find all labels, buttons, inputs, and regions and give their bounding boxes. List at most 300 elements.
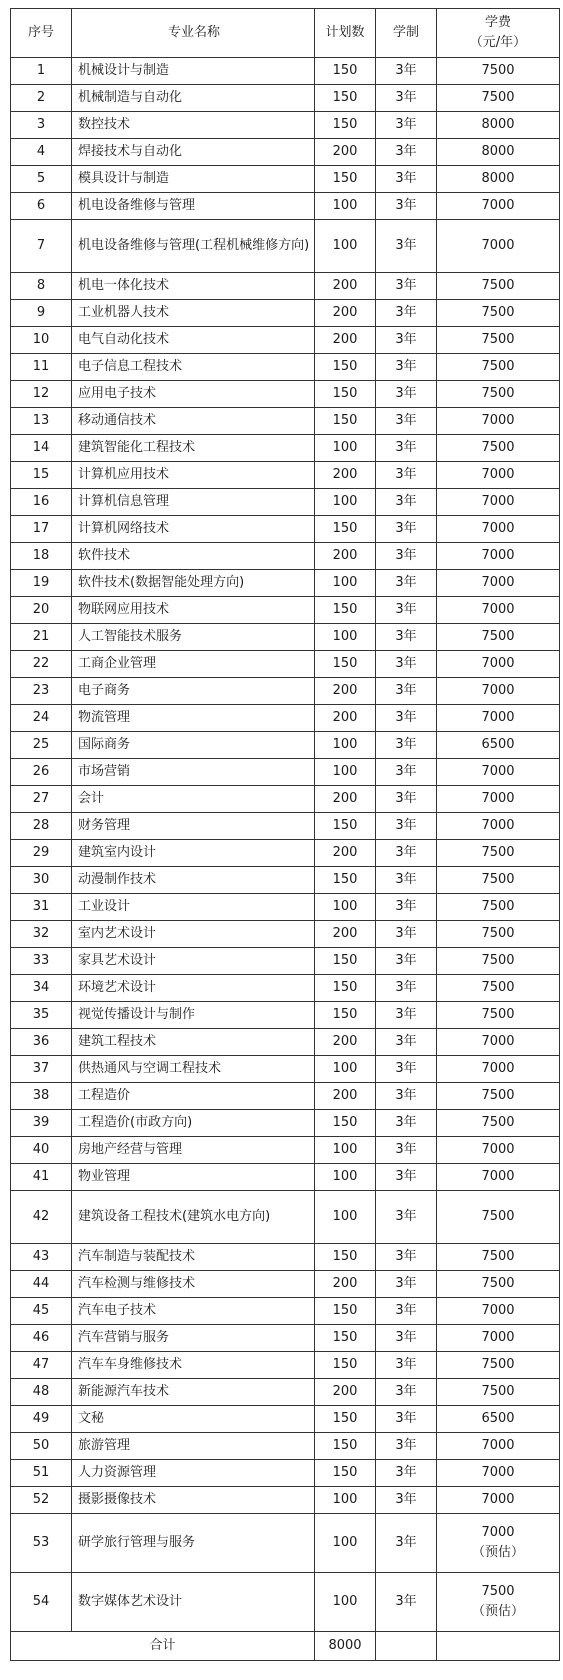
row-index: 31 [11, 894, 72, 921]
table-body [11, 58, 560, 1632]
row-index: 45 [11, 1298, 72, 1325]
row-index: 37 [11, 1056, 72, 1083]
row-duration: 3年 [376, 1244, 437, 1271]
row-index: 41 [11, 1164, 72, 1191]
row-fee [437, 813, 560, 840]
row-fee [437, 1083, 560, 1110]
row-major-name: 物流管理 [72, 705, 315, 732]
row-fee-value: 7000 [481, 764, 515, 779]
table-row [11, 624, 560, 651]
row-index: 47 [11, 1352, 72, 1379]
row-fee-value: 7500 [481, 1115, 515, 1130]
row-index: 49 [11, 1406, 72, 1433]
row-major-name: 汽车营销与服务 [72, 1325, 315, 1352]
row-duration: 3年 [376, 1191, 437, 1244]
row-major-name: 电子商务 [72, 678, 315, 705]
row-duration: 3年 [376, 786, 437, 813]
row-duration: 3年 [376, 1325, 437, 1352]
row-major-name: 人工智能技术服务 [72, 624, 315, 651]
row-duration: 3年 [376, 840, 437, 867]
row-major-name: 计算机信息管理 [72, 489, 315, 516]
row-plan-count: 100 [315, 1487, 376, 1514]
row-fee-value: 7000 [481, 413, 515, 428]
row-index: 3 [11, 112, 72, 139]
row-fee-value: 7000 [481, 1303, 515, 1318]
table-row [11, 705, 560, 732]
table-row [11, 678, 560, 705]
row-duration: 3年 [376, 1029, 437, 1056]
row-plan-count: 200 [315, 462, 376, 489]
row-major-name: 建筑设备工程技术(建筑水电方向) [72, 1191, 315, 1244]
row-duration: 3年 [376, 273, 437, 300]
table-row [11, 894, 560, 921]
row-index: 2 [11, 85, 72, 112]
row-major-name: 房地产经营与管理 [72, 1137, 315, 1164]
row-plan-count: 150 [315, 813, 376, 840]
row-fee-value: 7000 [481, 1034, 515, 1049]
row-fee-value: 7000 [481, 548, 515, 563]
table-row [11, 1029, 560, 1056]
row-index: 39 [11, 1110, 72, 1137]
row-plan-count: 100 [315, 193, 376, 220]
row-major-name: 电子信息工程技术 [72, 354, 315, 381]
row-major-name: 文秘 [72, 1406, 315, 1433]
row-index: 25 [11, 732, 72, 759]
row-duration: 3年 [376, 1406, 437, 1433]
row-major-name: 数控技术 [72, 112, 315, 139]
row-index: 21 [11, 624, 72, 651]
row-fee-value: 7500 [481, 305, 515, 320]
table-row [11, 58, 560, 85]
row-fee-value: 7000 [481, 198, 515, 213]
row-fee [437, 462, 560, 489]
row-plan-count: 100 [315, 1056, 376, 1083]
row-fee [437, 651, 560, 678]
row-major-name: 工程造价 [72, 1083, 315, 1110]
table-row [11, 1164, 560, 1191]
row-fee [437, 1056, 560, 1083]
row-major-name: 工业机器人技术 [72, 300, 315, 327]
row-fee [437, 1110, 560, 1137]
row-major-name: 计算机网络技术 [72, 516, 315, 543]
row-index: 5 [11, 166, 72, 193]
row-duration: 3年 [376, 1514, 437, 1573]
total-label: 合计 [11, 1632, 315, 1661]
row-index: 1 [11, 58, 72, 85]
enrollment-plan-table [10, 8, 560, 1661]
row-duration: 3年 [376, 1002, 437, 1029]
row-duration: 3年 [376, 139, 437, 166]
row-fee [437, 1325, 560, 1352]
row-major-name: 软件技术 [72, 543, 315, 570]
row-fee-value: 7000 [481, 1142, 515, 1157]
enrollment-plan-table-container [10, 8, 560, 1661]
row-plan-count: 100 [315, 759, 376, 786]
table-row [11, 1573, 560, 1632]
table-row [11, 867, 560, 894]
row-fee [437, 139, 560, 166]
row-fee-value: 7000 [481, 238, 515, 253]
row-duration: 3年 [376, 354, 437, 381]
row-duration: 3年 [376, 894, 437, 921]
table-row [11, 354, 560, 381]
row-major-name: 汽车检测与维修技术 [72, 1271, 315, 1298]
table-row [11, 381, 560, 408]
row-fee [437, 273, 560, 300]
row-fee-note: （预估） [471, 1545, 524, 1560]
table-row [11, 273, 560, 300]
row-index: 20 [11, 597, 72, 624]
table-row [11, 462, 560, 489]
row-major-name: 财务管理 [72, 813, 315, 840]
row-fee-value: 7000 [481, 1492, 515, 1507]
row-plan-count: 200 [315, 1379, 376, 1406]
row-major-name: 汽车车身维修技术 [72, 1352, 315, 1379]
row-fee-value: 7000 [481, 1169, 515, 1184]
row-index: 6 [11, 193, 72, 220]
row-duration: 3年 [376, 327, 437, 354]
row-duration: 3年 [376, 705, 437, 732]
row-duration: 3年 [376, 570, 437, 597]
row-fee [437, 381, 560, 408]
row-duration: 3年 [376, 435, 437, 462]
row-index: 51 [11, 1460, 72, 1487]
row-index: 18 [11, 543, 72, 570]
row-major-name: 市场营销 [72, 759, 315, 786]
row-index: 43 [11, 1244, 72, 1271]
row-duration: 3年 [376, 516, 437, 543]
row-major-name: 机电一体化技术 [72, 273, 315, 300]
row-fee [437, 408, 560, 435]
row-plan-count: 200 [315, 543, 376, 570]
row-fee-value: 7000 [481, 1330, 515, 1345]
table-header-row [11, 9, 560, 58]
row-fee [437, 1487, 560, 1514]
row-index: 36 [11, 1029, 72, 1056]
row-plan-count: 150 [315, 975, 376, 1002]
row-major-name: 应用电子技术 [72, 381, 315, 408]
table-row [11, 1487, 560, 1514]
row-fee [437, 354, 560, 381]
row-fee-value: 7500 [481, 1584, 515, 1599]
row-major-name: 机械设计与制造 [72, 58, 315, 85]
row-major-name: 研学旅行管理与服务 [72, 1514, 315, 1573]
row-plan-count: 150 [315, 651, 376, 678]
row-fee [437, 840, 560, 867]
row-index: 33 [11, 948, 72, 975]
row-major-name: 人力资源管理 [72, 1460, 315, 1487]
row-duration: 3年 [376, 1056, 437, 1083]
row-plan-count: 150 [315, 1002, 376, 1029]
table-row [11, 489, 560, 516]
row-plan-count: 150 [315, 381, 376, 408]
row-plan-count: 150 [315, 1244, 376, 1271]
row-major-name: 视觉传播设计与制作 [72, 1002, 315, 1029]
row-fee-value: 7500 [481, 278, 515, 293]
table-row [11, 597, 560, 624]
row-index: 27 [11, 786, 72, 813]
row-major-name: 摄影摄像技术 [72, 1487, 315, 1514]
row-plan-count: 150 [315, 948, 376, 975]
table-row [11, 1325, 560, 1352]
row-plan-count: 150 [315, 85, 376, 112]
row-fee [437, 975, 560, 1002]
table-row [11, 1110, 560, 1137]
row-index: 7 [11, 220, 72, 273]
row-fee [437, 732, 560, 759]
row-plan-count: 200 [315, 786, 376, 813]
row-plan-count: 200 [315, 840, 376, 867]
row-fee [437, 435, 560, 462]
row-duration: 3年 [376, 543, 437, 570]
row-fee-value: 7000 [481, 1525, 515, 1540]
row-plan-count: 200 [315, 705, 376, 732]
table-row [11, 1298, 560, 1325]
row-major-name: 汽车制造与装配技术 [72, 1244, 315, 1271]
table-total-row [11, 1632, 560, 1661]
row-plan-count: 100 [315, 732, 376, 759]
row-index: 10 [11, 327, 72, 354]
row-fee [437, 570, 560, 597]
row-plan-count: 100 [315, 894, 376, 921]
row-fee-value: 7500 [481, 953, 515, 968]
table-row [11, 1083, 560, 1110]
row-duration: 3年 [376, 58, 437, 85]
row-fee [437, 516, 560, 543]
table-row [11, 570, 560, 597]
row-major-name: 物业管理 [72, 1164, 315, 1191]
row-fee [437, 327, 560, 354]
row-plan-count: 150 [315, 354, 376, 381]
row-fee-value: 8000 [481, 144, 515, 159]
row-fee-value: 7000 [481, 818, 515, 833]
row-fee [437, 624, 560, 651]
row-major-name: 机电设备维修与管理 [72, 193, 315, 220]
row-fee [437, 1406, 560, 1433]
row-duration: 3年 [376, 1487, 437, 1514]
row-duration: 3年 [376, 1110, 437, 1137]
row-duration: 3年 [376, 867, 437, 894]
row-duration: 3年 [376, 597, 437, 624]
row-fee-value: 7000 [481, 791, 515, 806]
row-fee [437, 921, 560, 948]
row-plan-count: 100 [315, 435, 376, 462]
row-fee-value: 7500 [481, 1209, 515, 1224]
row-fee [437, 543, 560, 570]
row-fee-value: 7500 [481, 90, 515, 105]
table-row [11, 1056, 560, 1083]
row-fee [437, 1191, 560, 1244]
row-major-name: 工商企业管理 [72, 651, 315, 678]
row-index: 50 [11, 1433, 72, 1460]
row-fee [437, 58, 560, 85]
row-index: 23 [11, 678, 72, 705]
row-index: 42 [11, 1191, 72, 1244]
row-plan-count: 150 [315, 408, 376, 435]
row-duration: 3年 [376, 1137, 437, 1164]
row-duration: 3年 [376, 813, 437, 840]
table-row [11, 166, 560, 193]
row-major-name: 机械制造与自动化 [72, 85, 315, 112]
row-fee-value: 7500 [481, 1007, 515, 1022]
row-fee [437, 166, 560, 193]
table-row [11, 1352, 560, 1379]
row-index: 14 [11, 435, 72, 462]
row-plan-count: 150 [315, 1110, 376, 1137]
row-fee-value: 7500 [481, 1249, 515, 1264]
table-row [11, 300, 560, 327]
header-index: 序号 [11, 9, 72, 58]
row-duration: 3年 [376, 408, 437, 435]
row-major-name: 工程造价(市政方向) [72, 1110, 315, 1137]
row-plan-count: 100 [315, 1514, 376, 1573]
table-row [11, 651, 560, 678]
row-index: 54 [11, 1573, 72, 1632]
table-row [11, 1137, 560, 1164]
row-fee-value: 7000 [481, 1061, 515, 1076]
row-plan-count: 150 [315, 58, 376, 85]
row-fee [437, 1244, 560, 1271]
row-index: 15 [11, 462, 72, 489]
row-duration: 3年 [376, 112, 437, 139]
row-index: 16 [11, 489, 72, 516]
row-plan-count: 200 [315, 1083, 376, 1110]
row-duration: 3年 [376, 759, 437, 786]
row-fee-value: 6500 [481, 1411, 515, 1426]
row-plan-count: 100 [315, 570, 376, 597]
row-fee-value: 7500 [481, 899, 515, 914]
row-fee-value: 7500 [481, 1384, 515, 1399]
row-fee [437, 1164, 560, 1191]
row-fee [437, 759, 560, 786]
row-major-name: 会计 [72, 786, 315, 813]
row-fee-value: 7500 [481, 1088, 515, 1103]
row-major-name: 国际商务 [72, 732, 315, 759]
row-major-name: 供热通风与空调工程技术 [72, 1056, 315, 1083]
row-fee-value: 7500 [481, 332, 515, 347]
row-duration: 3年 [376, 300, 437, 327]
row-major-name: 移动通信技术 [72, 408, 315, 435]
row-fee [437, 220, 560, 273]
table-row [11, 220, 560, 273]
row-fee [437, 948, 560, 975]
row-fee [437, 1514, 560, 1573]
table-row [11, 840, 560, 867]
table-row [11, 543, 560, 570]
row-major-name: 旅游管理 [72, 1433, 315, 1460]
row-plan-count: 100 [315, 624, 376, 651]
row-duration: 3年 [376, 1573, 437, 1632]
row-duration: 3年 [376, 651, 437, 678]
row-fee-value: 7000 [481, 467, 515, 482]
row-plan-count: 150 [315, 1298, 376, 1325]
row-fee [437, 1460, 560, 1487]
row-major-name: 家具艺术设计 [72, 948, 315, 975]
row-plan-count: 150 [315, 516, 376, 543]
row-duration: 3年 [376, 624, 437, 651]
row-plan-count: 150 [315, 1325, 376, 1352]
row-plan-count: 150 [315, 1406, 376, 1433]
row-fee-value: 7000 [481, 656, 515, 671]
table-row [11, 1460, 560, 1487]
header-fee-line2: （元/年） [469, 35, 527, 50]
row-fee-value: 7500 [481, 1276, 515, 1291]
row-duration: 3年 [376, 1271, 437, 1298]
row-duration: 3年 [376, 1352, 437, 1379]
row-plan-count: 200 [315, 1029, 376, 1056]
row-major-name: 环境艺术设计 [72, 975, 315, 1002]
row-index: 11 [11, 354, 72, 381]
table-row [11, 516, 560, 543]
row-duration: 3年 [376, 1460, 437, 1487]
row-fee-value: 7000 [481, 1438, 515, 1453]
row-duration: 3年 [376, 1433, 437, 1460]
table-row [11, 759, 560, 786]
row-fee [437, 1433, 560, 1460]
table-row [11, 1271, 560, 1298]
row-fee-value: 7000 [481, 521, 515, 536]
row-fee [437, 1573, 560, 1632]
row-fee [437, 1379, 560, 1406]
table-row [11, 786, 560, 813]
row-fee-note: （预估） [471, 1604, 524, 1619]
table-row [11, 1433, 560, 1460]
row-fee [437, 1352, 560, 1379]
row-index: 34 [11, 975, 72, 1002]
row-index: 30 [11, 867, 72, 894]
table-row [11, 921, 560, 948]
row-fee-value: 7000 [481, 602, 515, 617]
row-major-name: 物联网应用技术 [72, 597, 315, 624]
row-major-name: 新能源汽车技术 [72, 1379, 315, 1406]
row-duration: 3年 [376, 193, 437, 220]
row-fee-value: 8000 [481, 117, 515, 132]
row-plan-count: 150 [315, 166, 376, 193]
header-plan: 计划数 [315, 9, 376, 58]
table-row [11, 813, 560, 840]
row-fee [437, 1137, 560, 1164]
row-fee-value: 7500 [481, 629, 515, 644]
row-plan-count: 200 [315, 921, 376, 948]
row-fee-value: 8000 [481, 171, 515, 186]
row-fee-value: 7000 [481, 683, 515, 698]
row-major-name: 机电设备维修与管理(工程机械维修方向) [72, 220, 315, 273]
row-duration: 3年 [376, 1164, 437, 1191]
row-index: 40 [11, 1137, 72, 1164]
header-fee-line1: 学费 [484, 15, 511, 30]
table-row [11, 1514, 560, 1573]
total-plan: 8000 [315, 1632, 376, 1661]
row-index: 38 [11, 1083, 72, 1110]
row-major-name: 焊接技术与自动化 [72, 139, 315, 166]
table-row [11, 948, 560, 975]
row-fee [437, 705, 560, 732]
row-fee-value: 7500 [481, 845, 515, 860]
row-plan-count: 150 [315, 867, 376, 894]
row-fee-value: 7500 [481, 926, 515, 941]
row-fee [437, 894, 560, 921]
row-plan-count: 100 [315, 220, 376, 273]
row-index: 17 [11, 516, 72, 543]
row-duration: 3年 [376, 85, 437, 112]
row-major-name: 汽车电子技术 [72, 1298, 315, 1325]
row-index: 8 [11, 273, 72, 300]
row-duration: 3年 [376, 975, 437, 1002]
row-duration: 3年 [376, 462, 437, 489]
table-row [11, 1406, 560, 1433]
table-row [11, 408, 560, 435]
row-fee [437, 786, 560, 813]
